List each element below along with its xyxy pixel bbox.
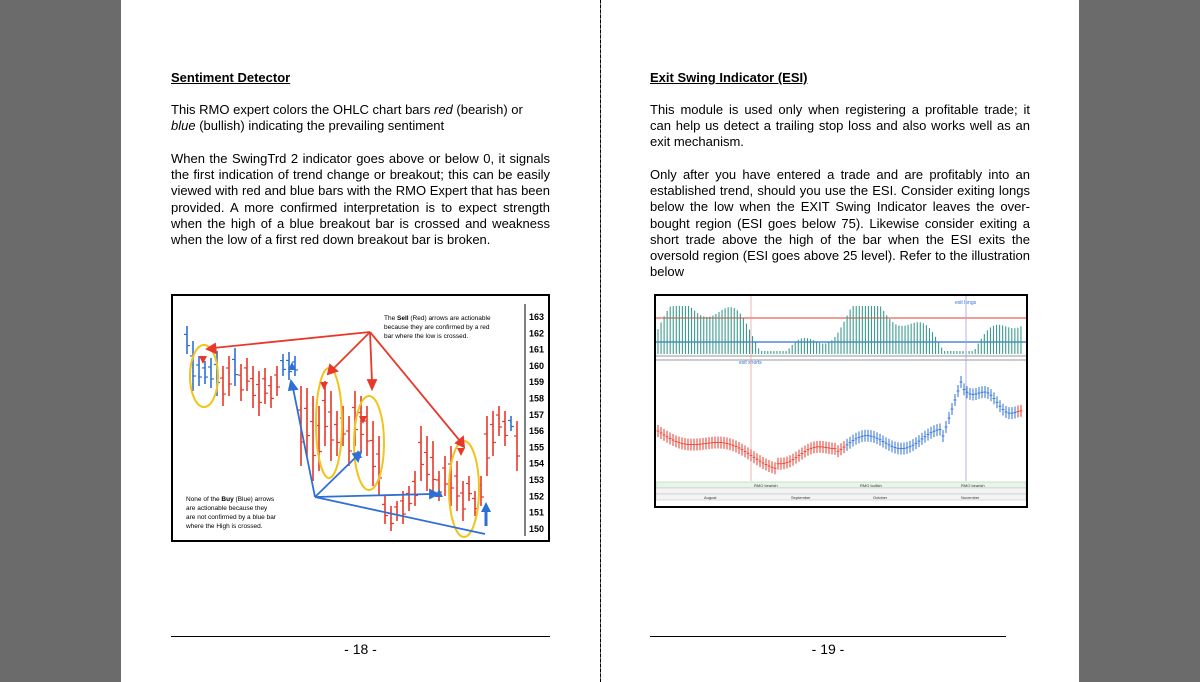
- paragraph-sentiment-intro: This RMO expert colors the OHLC chart bars red (bearish) or blue (bullish) indicating the prevailing sentiment: [171, 102, 523, 134]
- paragraph-swingtrd: When the SwingTrd 2 indicator goes above or below 0, it signals the first indication of trend change or breakout; this can be easily viewed with red and blue bars with the RMO Expert that has been provided. A more confirmed interpretation is to expect strength when the high of a blue breakout bar is crossed and weakness when the low of a first red down breakout bar is broken.: [171, 151, 550, 248]
- exit-shorts-label: exit shorts: [739, 360, 762, 366]
- paragraph-esi-usage: Only after you have entered a trade and are profitably into an established trend, should you use the ESI. Consider exiting longs below the low when the EXIT Swing Indicator leaves the over-bought region (ESI goes below 75). Likewise consider exiting a short trade above the high of the bar when the ESI exits the oversold region (ESI goes above 25 level). Refer to the illustration below: [650, 167, 1030, 280]
- buy-note-line2: are actionable because they: [186, 505, 268, 512]
- price-label: 151: [529, 507, 545, 518]
- page-number: - 19 -: [811, 641, 845, 657]
- sell-arrow-lines: [207, 332, 464, 447]
- price-axis-labels: [529, 312, 544, 534]
- section-heading-esi: Exit Swing Indicator (ESI): [650, 70, 808, 85]
- footer-rule: [650, 636, 1006, 637]
- esi-chart-figure: [654, 294, 1028, 508]
- month-label-oct: October: [873, 495, 888, 500]
- page-number: - 18 -: [344, 641, 377, 657]
- price-label: 160: [529, 360, 545, 371]
- sentiment-chart-figure: [171, 294, 550, 542]
- price-label: 155: [529, 442, 545, 453]
- price-label: 157: [529, 409, 545, 420]
- buy-note-line4: where the High is crossed.: [186, 523, 263, 530]
- price-label: 152: [529, 491, 545, 502]
- price-label: 163: [529, 312, 545, 322]
- signal-label-1: RMO bearish: [754, 483, 778, 488]
- month-label-sep: September: [791, 495, 811, 500]
- signal-label-3: RMO bearish: [961, 483, 985, 488]
- highlight-circle: [316, 368, 342, 478]
- signal-label-2: RMO bullish: [860, 483, 882, 488]
- section-heading-sentiment-detector: Sentiment Detector: [171, 70, 291, 85]
- sell-note-line3: bar where the low is crossed.: [384, 333, 469, 340]
- buy-note-line1: None of the Buy (Blue) arrows: [186, 496, 275, 503]
- price-label: 150: [529, 523, 545, 534]
- buy-note-line3: are not confirmed by a blue bar: [186, 514, 276, 521]
- esi-chart-svg: [656, 296, 1026, 506]
- price-label: 162: [529, 328, 545, 339]
- month-label-nov: November: [961, 495, 980, 500]
- sell-note-line1: The Sell (Red) arrows are actionable: [384, 315, 491, 322]
- highlight-circle: [449, 441, 479, 537]
- price-label: 159: [529, 377, 545, 388]
- month-label-aug: August: [704, 495, 717, 500]
- price-label: 161: [529, 344, 545, 355]
- paragraph-esi-intro: This module is used only when registering a profitable trade; it can help us detect a trailing stop loss and also works well as an exit mechanism.: [650, 102, 1030, 150]
- sell-note-line2: because they are confirmed by a red: [384, 324, 490, 331]
- sentiment-chart-svg: [173, 296, 548, 540]
- price-label: 158: [529, 393, 545, 404]
- price-label: 156: [529, 426, 545, 437]
- page-divider: [600, 0, 601, 682]
- footer-rule: [171, 636, 550, 637]
- price-label: 154: [529, 458, 545, 469]
- exit-longs-label: exit longs: [955, 300, 977, 306]
- price-label: 153: [529, 475, 545, 485]
- esi-histogram: [658, 306, 1021, 354]
- esi-price-bars: [657, 376, 1023, 474]
